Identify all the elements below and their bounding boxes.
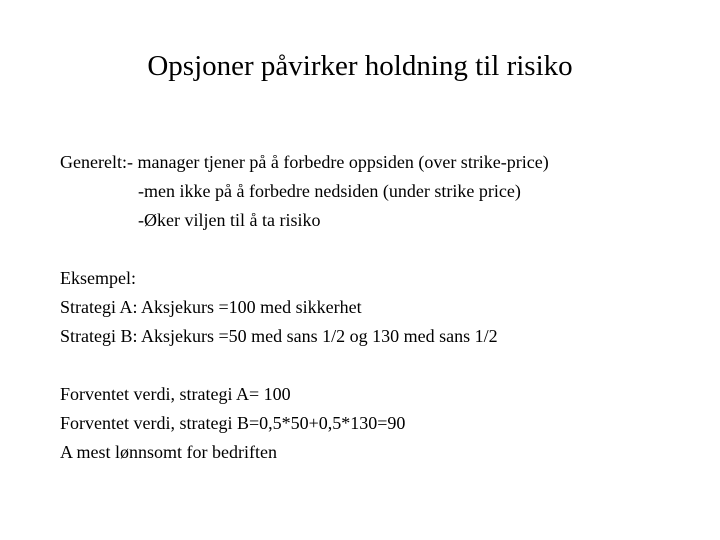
expected-value-b: Forventet verdi, strategi B=0,5*50+0,5*130=90 (60, 413, 406, 433)
strategy-a-line: Strategi A: Aksjekurs =100 med sikkerhet (60, 297, 362, 317)
slide-body (60, 148, 700, 467)
strategy-b-line: Strategi B: Aksjekurs =50 med sans 1/2 og 130 med sans 1/2 (60, 326, 498, 346)
general-line-1: Generelt:- manager tjener på å forbedre oppsiden (over strike-price) (60, 152, 549, 172)
spacer (60, 351, 700, 380)
spacer (60, 235, 700, 264)
general-line-2: -men ikke på å forbedre nedsiden (under strike price) (138, 181, 521, 201)
conclusion-line: A mest lønnsomt for bedriften (60, 442, 277, 462)
slide-title: Opsjoner påvirker holdning til risiko (147, 50, 573, 82)
general-line-3: -Øker viljen til å ta risiko (138, 210, 321, 230)
expected-value-a: Forventet verdi, strategi A= 100 (60, 384, 291, 404)
example-heading: Eksempel: (60, 268, 136, 288)
